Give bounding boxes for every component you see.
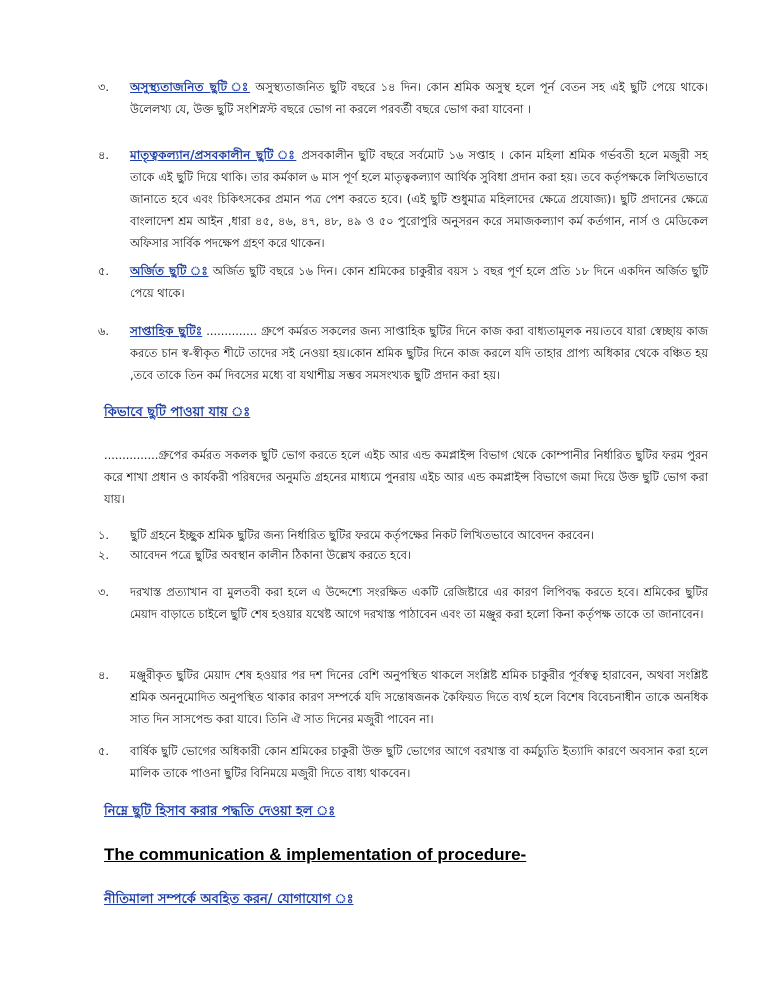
item-number: ৩. [98, 80, 110, 94]
step-number: ২. [98, 548, 110, 562]
step-text: বার্ষিক ছুটি ভোগের অধিকারী কোন শ্রমিকের চাকুরী উক্ত ছুটি ভোগের আগে বরখাস্ত বা কর্মচ্যুতি ইত্যাদি কারণে অবসান করা হলে মালিক তাকে পাওনা ছুটির বিনিময়ে মজুরী দিতে বাধ্য থাকবেন। [130, 744, 708, 780]
item-text: অর্জিত ছুটি বছরে ১৬ দিন। কোন শ্রমিকের চাকুরীর বয়স ১ বছর পূর্ণ হলে প্রতি ১৮ দিনে একদিন অর্জিত ছুটি পেয়ে থাকে। [130, 264, 708, 300]
item-number: ৬. [98, 324, 110, 338]
step-number: ৪. [98, 668, 110, 682]
step-text: আবেদন পত্রে ছুটির অবস্থান কালীন ঠিকানা উল্লেখ করতে হবে। [130, 548, 412, 562]
item-term: মাতৃত্বকল্যান/প্রসবকালীন ছুটি ঃ [130, 148, 297, 162]
heading-leave-calculation: নিম্নে ছুটি হিসাব করার পদ্ধতি দেওয়া হল ঃ [104, 804, 336, 819]
item-term: সাপ্তাহিক ছুটিঃ [130, 324, 203, 338]
step-item [98, 740, 708, 784]
step-item [98, 544, 708, 566]
item-number: ৪. [98, 148, 110, 162]
heading-how-to-get-leave: কিভাবে ছুটি পাওয়া যায় ঃ [104, 405, 251, 420]
leave-item-earned [98, 260, 708, 304]
item-term: অসুস্থ্যতাজনিত ছুটি ঃ [130, 80, 251, 94]
leave-item-maternity [98, 144, 708, 254]
step-item [98, 581, 708, 625]
leave-item-sick [98, 76, 708, 120]
step-number: ৩. [98, 585, 110, 599]
step-item [98, 524, 708, 546]
step-text: ছুটি গ্রহনে ইচ্ছুক শ্রমিক ছুটির জন্য নির্ধারিত ছুটির ফরমে কর্তৃপক্ষের নিকট লিখিতভাবে আবেদন করবেন। [130, 528, 595, 542]
step-text: দরখাস্ত প্রত্যাখান বা মুলতবী করা হলে এ উদ্দেশ্যে সংরক্ষিত একটি রেজিষ্টারে এর কারণ লিপিবদ্ধ করতে হবে। শ্রমিকের ছুটির মেয়াদ বাড়াতে চাইলে ছুটি শেষ হওয়ার যথেষ্ট আগে দরখাস্ত পাঠাবেন এবং তা মঞ্জুর করা হলো কিনা কর্তৃপক্ষ তাকে তা জানাবেন। [130, 585, 708, 621]
step-number: ৫. [98, 744, 110, 758]
step-number: ১. [98, 528, 110, 542]
item-text: .............. গ্রুপে কর্মরত সকলের জন্য সাপ্তাহিক ছুটির দিনে কাজ করা বাধ্যতামূলক নয়।তবে যারা স্বেচ্ছায় কাজ করতে চান স্ব-স্বীকৃত শীটে তাদের সই নেওয়া হয়।কোন শ্রমিক ছুটির দিনে কাজ করলে যদি তাহার প্রাপ্য অধিকার থেকে বঞ্চিত হয় ,তবে তাকে তিন কর্ম দিবসের মধ্যে বা যথাশীঘ্র সম্ভব সমসংখ্যক ছুটি প্রদান করা হয়। [130, 324, 708, 382]
step-text: মঞ্জুরীকৃত ছুটির মেয়াদ শেষ হওয়ার পর দশ দিনের বেশি অনুপস্থিত থাকলে সংশ্লিষ্ট শ্রমিক চাকুরীর পূর্বস্বত্ব হারাবেন, অথবা সংশ্লিষ্ট শ্রমিক অননুমোদিত অনুপস্থিত থাকার কারণ সম্পর্কে যদি সন্তোষজনক কৈফিয়ত দিতে ব্যর্থ হলে বিশেষ বিবেচনাধীন তাকে অনধিক সাত দিন সাসপেন্ড করা যাবে। তিনি ঐ সাত দিনের মজুরী পাবেন না। [130, 668, 708, 726]
heading-policy-communication: নীতিমালা সম্পর্কে অবহিত করন/ যোগাযোগ ঃ [104, 892, 354, 907]
heading-communication-procedure: The communication & implementation of procedure- [104, 845, 527, 864]
leave-item-weekly [98, 320, 708, 386]
step-item [98, 664, 708, 730]
item-text: প্রসবকালীন ছুটি বছরে সর্বমোট ১৬ সপ্তাহ । কোন মহিলা শ্রমিক গর্ভবতী হলে মজুরী সহ তাকে এই ছুটি দিয়ে থাকি। তার কর্মকাল ৬ মাস পূর্ণ হলে মাতৃত্বকল্যাণ আর্থিক সুবিধা প্রদান করা হয়। তবে কর্তৃপক্ষকে লিখিতভাবে জানাতে হবে এবং চিকিৎসকের প্রমান পত্র পেশ করতে হবে। (এই ছুটি শুধুমাত্র মহিলাদের ক্ষেত্রে প্রযোজ্য)। ছুটি প্রদানের ক্ষেত্রে বাংলাদেশ শ্রম আইন ,ধারা ৪৫, ৪৬, ৪৭, ৪৮, ৪৯ ও ৫০ পুরোপুরি অনুসরন করে সমাজকল্যাণ কর্ম কর্তগান, নার্স ও মেডিকেল অফিসার সার্বিক পদক্ষেপ গ্রহণ করে থাকেন। [130, 148, 708, 250]
item-text: অসুস্থ্যতাজনিত ছুটি বছরে ১৪ দিন। কোন শ্রমিক অসুস্থ হলে পূর্ন বেতন সহ এই ছুটি পেয়ে থাকে। উলেলখ্য যে, উক্ত ছুটি সংশিস্নস্ট বছরে ভোগ না করলে পরবর্তী বছরে ভোগ করা যাবেনা । [130, 80, 708, 116]
paragraph-how-to-get-leave: ...............গ্রুপের কর্মরত সকলক ছুটি ভোগ করতে হলে এইচ আর এন্ড কমপ্লাইন্স বিভাগ থেকে কোম্পানীর নির্ধারিত ছুটির ফরম পুরন করে শাখা প্রধান ও কার্যকরী পরিষদের অনুমতি গ্রহনের মাধ্যমে পুনরায় এইচ আর এন্ড কমপ্লাইন্স বিভাগে জমা দিয়ে উক্ত ছুটি ভোগ করা যায়। [104, 448, 708, 506]
item-term: অর্জিত ছুটি ঃ [130, 264, 209, 278]
item-number: ৫. [98, 264, 110, 278]
